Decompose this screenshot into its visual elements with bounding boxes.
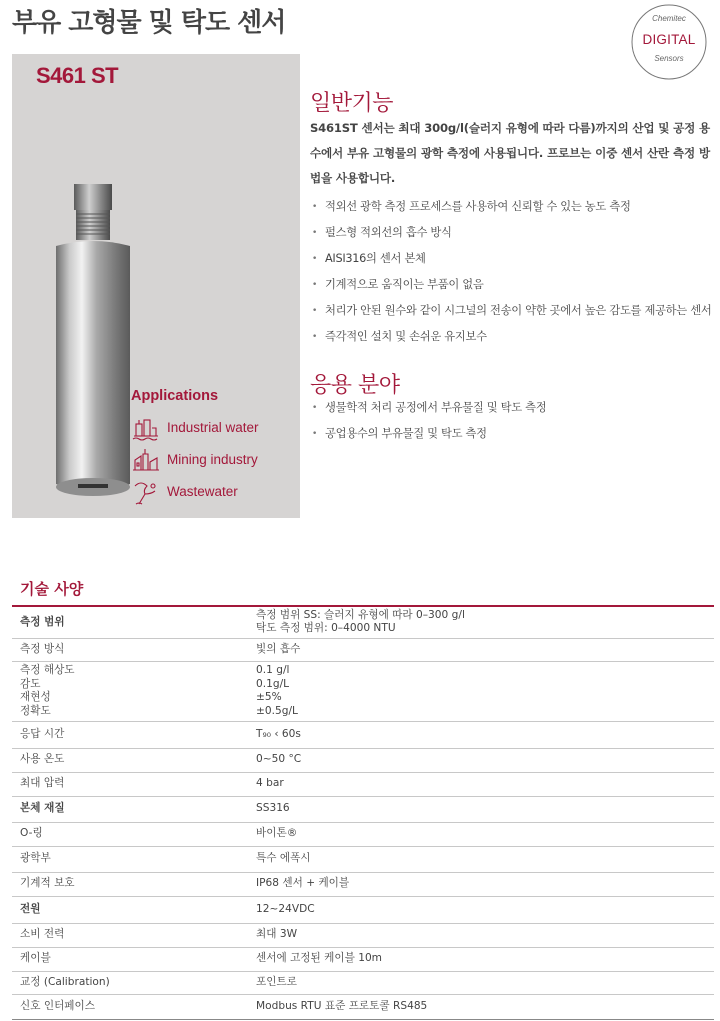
applications-title: Applications (131, 388, 219, 404)
spec-value-text: 0.1 g/l (256, 664, 290, 676)
list-item: • 기계적으로 움직이는 부품이 없음 (308, 275, 718, 301)
spec-label-text: 사용 온도 (20, 753, 65, 766)
table-row (12, 846, 714, 872)
spec-value-text: 특수 에폭시 (256, 852, 311, 865)
spec-label (12, 796, 248, 822)
list-item: • 생물학적 처리 공정에서 부유물질 및 탁도 측정 (308, 398, 718, 424)
spec-label (12, 896, 248, 923)
general-feature-list (308, 197, 718, 353)
app-item-wastewater (131, 478, 291, 506)
spec-label-text: 전원 (20, 902, 41, 915)
table-row (12, 607, 714, 638)
page-title: 부유 고형물 및 탁도 센서 (12, 8, 286, 38)
spec-label-text: 측정 방식 (20, 642, 65, 655)
industrial-water-icon (131, 414, 161, 442)
spec-value (248, 796, 714, 822)
spec-value-text: 측정 범위 SS: 슬러지 유형에 따라 0–300 g/l (256, 608, 465, 621)
app-label: Mining industry (167, 452, 258, 467)
spec-value-text: 바이톤® (256, 827, 298, 840)
spec-label (12, 947, 248, 971)
spec-value-text: 탁도 측정 범위: 0–4000 NTU (256, 622, 396, 635)
app-item-mining-industry (131, 446, 291, 474)
spec-label (12, 772, 248, 796)
spec-label (12, 872, 248, 896)
table-row (12, 721, 714, 748)
list-item: • 펄스형 적외선의 흡수 방식 (308, 223, 718, 249)
spec-label (12, 822, 248, 846)
general-heading: 일반기능 (310, 91, 394, 116)
table-row (12, 896, 714, 923)
specs-heading: 기술 사양 (20, 580, 84, 598)
brand-logo (629, 2, 709, 82)
table-row (12, 994, 714, 1019)
spec-value-text: 포인트로 (256, 975, 297, 988)
spec-label (12, 748, 248, 772)
spec-value (248, 872, 714, 896)
table-row (12, 772, 714, 796)
spec-label (12, 661, 248, 721)
spec-value (248, 721, 714, 748)
table-row (12, 971, 714, 994)
spec-value-text: 최대 3W (256, 928, 298, 941)
spec-value (248, 896, 714, 923)
spec-value (248, 661, 714, 721)
table-row (12, 796, 714, 822)
spec-value-text: IP68 센서 + 케이블 (256, 877, 350, 890)
spec-value-text: 0.1g/L (256, 677, 290, 690)
table-row (12, 822, 714, 846)
mining-industry-icon (131, 446, 161, 474)
app-label: Wastewater (167, 484, 238, 499)
spec-label (12, 638, 248, 661)
table-row (12, 661, 714, 721)
spec-label-text: 정확도 (20, 704, 51, 717)
spec-value-text: 12~24VDC (256, 902, 315, 915)
logo-main-text: DIGITAL (642, 32, 696, 47)
spec-label-text: 본체 재질 (20, 802, 65, 815)
spec-label (12, 846, 248, 872)
application-fields-heading: 응용 분야 (310, 373, 400, 398)
table-row (12, 947, 714, 971)
list-item: • 적외선 광학 측정 프로세스를 사용하여 신뢰할 수 있는 농도 측정 (308, 197, 718, 223)
wastewater-icon (131, 478, 161, 506)
list-item: • AISI316의 센서 본체 (308, 249, 718, 275)
specs-table (12, 607, 714, 1020)
spec-label-text: 교정 (Calibration) (20, 975, 110, 988)
spec-label-text: 측정 범위 (20, 615, 65, 628)
general-intro: S461ST 센서는 최대 300g/l(슬러지 유형에 따라 다름)까지의 산업 및 공정 용수에서 부유 고형물의 광학 측정에 사용됩니다. 프로브는 이중 센서 산란 측정 방법을 사용합니다. (310, 121, 710, 185)
table-row (12, 872, 714, 896)
spec-label-text: 소비 전력 (20, 928, 65, 941)
spec-label-text: 재현성 (20, 691, 51, 703)
spec-label-text: 신호 인터페이스 (20, 999, 96, 1012)
list-item: • 공업용수의 부유물질 및 탁도 측정 (308, 424, 718, 450)
spec-value (248, 971, 714, 994)
spec-value-text: Modbus RTU 표준 프로토콜 RS485 (256, 999, 428, 1012)
product-name: S461 ST (36, 63, 119, 88)
spec-value (248, 772, 714, 796)
spec-value-text: 4 bar (256, 777, 284, 790)
spec-value-text: T₉₀ ‹ 60s (256, 727, 301, 740)
spec-value (248, 638, 714, 661)
spec-label-text: O-링 (20, 827, 43, 840)
spec-value-text: ±0.5g/L (256, 704, 298, 717)
spec-label-text: 기계적 보호 (20, 877, 75, 890)
spec-label-text: 케이블 (20, 952, 51, 965)
list-item: • 즉각적인 설치 및 손쉬운 유지보수 (308, 327, 718, 353)
spec-label (12, 994, 248, 1019)
spec-value (248, 607, 714, 638)
logo-bottom-text: Sensors (654, 54, 684, 63)
application-fields-list (308, 398, 718, 450)
spec-label (12, 923, 248, 947)
spec-label-text: 측정 해상도 (20, 664, 75, 676)
logo-top-text: Chemitec (652, 14, 686, 23)
spec-value-text: ±5% (256, 691, 282, 703)
spec-value (248, 947, 714, 971)
spec-label (12, 607, 248, 638)
spec-label-text: 최대 압력 (20, 777, 65, 790)
app-item-industrial-water (131, 414, 291, 442)
spec-value (248, 846, 714, 872)
table-row (12, 748, 714, 772)
spec-value (248, 994, 714, 1019)
spec-value-text: 빛의 흡수 (256, 642, 301, 655)
spec-label (12, 971, 248, 994)
spec-label-text: 응답 시간 (20, 727, 65, 740)
spec-label-text: 감도 (20, 677, 41, 690)
spec-value (248, 822, 714, 846)
app-label: Industrial water (167, 420, 259, 435)
spec-value-text: SS316 (256, 802, 290, 815)
table-row (12, 638, 714, 661)
spec-value-text: 0~50 °C (256, 753, 302, 766)
spec-label (12, 721, 248, 748)
spec-label-text: 광학부 (20, 852, 51, 865)
table-row (12, 923, 714, 947)
spec-value (248, 923, 714, 947)
spec-value (248, 748, 714, 772)
spec-value-text: 센서에 고정된 케이블 10m (256, 952, 383, 965)
list-item: • 처리가 안된 원수와 같이 시그널의 전송이 약한 곳에서 높은 감도를 제공하는 센서 (308, 301, 718, 327)
